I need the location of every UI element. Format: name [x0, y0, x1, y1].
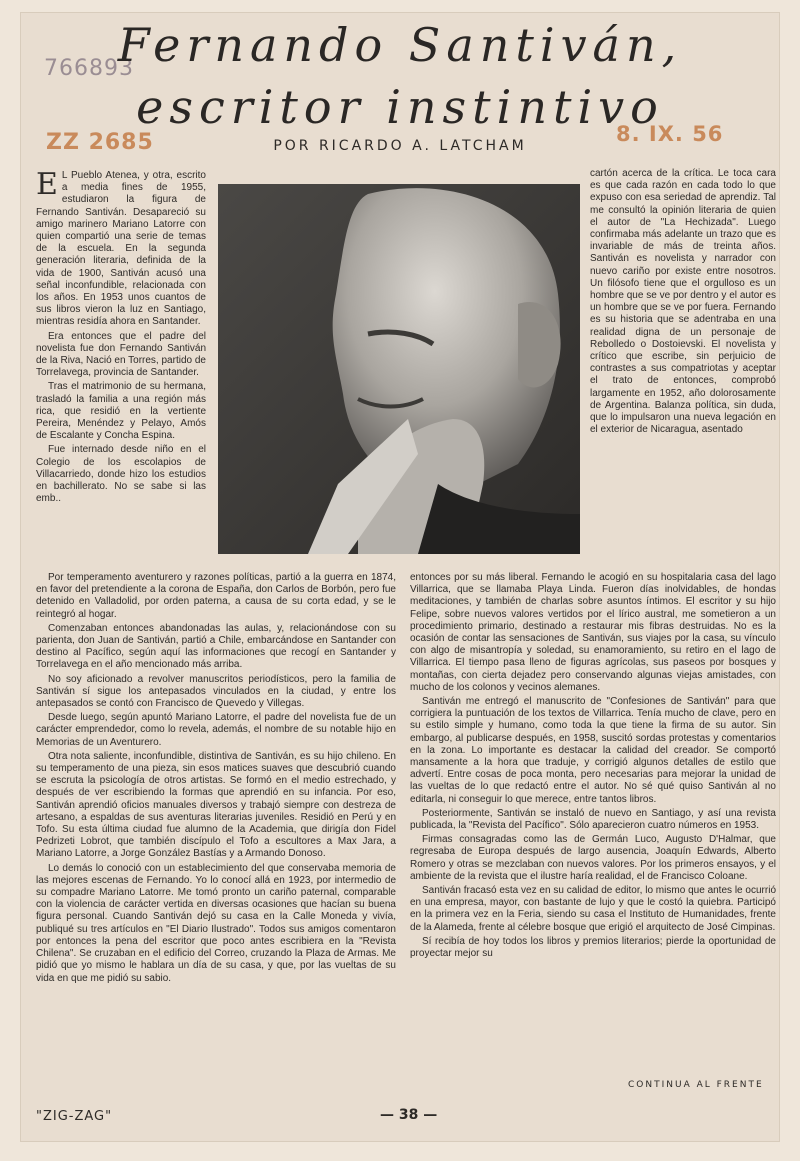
article-title-line-2: escritor instintivo — [136, 80, 664, 134]
right-paragraph: cartón acerca de la crítica. Le toca cara es que cada razón en cada todo lo que expuso con esa seriedad de aprendiz. Tal me consultó la opinión literaria de quien el autor de "La Hechizada". Luego confirmaba más adelante un trazo que es invariable de más de treinta años. Santiván es novelista y narrador con nuevo cariño por existe entre nosotros. Un filósofo tiene que el orgulloso es un hombre que se ve por dentro y el autor es un hombre que se ve por fuera. Fernando es su historia que se adentraba en una realidad digna de un personaje de Rebolledo o Dostoievski. El novelista y crítico que escribe, sin perjuicio de contrastes a sus compatriotas y aceptar el trato de entonces, comprobó largamente en 1952, año dolorosamente de Argentina. Balanza política, sin duda, que lo impulsaron una nueva legación en el exterior de Nicaragua, asentado — [590, 168, 776, 436]
lower-left-paragraph: Desde luego, según apuntó Mariano Latorre, el padre del novelista fue de un carácter emprendedor, como lo revela, además, el nombre de su notable hijo en Memorias de un Aventurero. — [36, 712, 396, 748]
lower-left-paragraph: No soy aficionado a revolver manuscritos periodísticos, pero la familia de Santiván sí sigue los antepasados vinculados en la ciudad, y entre los antepasados se contó con Francisco de Quevedo y Villegas. — [36, 673, 396, 710]
pencil-catalog-number: 766893 — [44, 56, 134, 81]
magazine-name: "ZIG-ZAG" — [36, 1109, 113, 1124]
author-portrait-photo — [218, 184, 580, 554]
lower-left-paragraph: Otra nota saliente, inconfundible, distintiva de Santiván, es su hijo chileno. En su temperamento de una pieza, sin esos matices suaves que descubrió cuando se escruta la psicología de otros artistas. Se formó en el medio estrechado, y después de ver escribiendo la formas que aprendió en su infancia. Por eso, Santiván aprendió oficios manuales diversos y trabajó siempre con destreza de artesano, a espaldas de sus aventuras literarias juveniles. Residió en Perú y en Tofo. Su esta última ciudad fue alumno de la Academia, que dirigía don Fidel Pedrizeti Lobrot, que también discípulo el Tofo a escultores a Max Jara, a Mariano Latorre, a Jorge González Bastías y a Armando Donoso. — [36, 750, 396, 860]
continued-note: CONTINUA AL FRENTE — [628, 1080, 764, 1090]
right-column-text — [590, 168, 776, 560]
lower-left-paragraph: Comenzaban entonces abandonadas las aulas, y, relacionándose con su parienta, don Juan de Santiván, partió a Chile, embarcándose en Santander con destino al Pacífico, según aquí las informaciones que recogí en Santander y Torrelavega en el año mencionado más arriba. — [36, 622, 396, 671]
page-number: — 38 — — [380, 1107, 438, 1123]
left-column-text — [36, 170, 206, 540]
lower-left-paragraph: Por temperamento aventurero y razones políticas, partió a la guerra en 1874, en favor del pretendiente a la corona de España, don Carlos de Borbón, pero fue detenido en Valladolid, por orden paterna, a causa de su corta edad, y se le reintegró al hogar. — [36, 572, 396, 620]
lower-right-paragraph: Sí recibía de hoy todos los libros y premios literarios; pierde la oportunidad de proyectar mejor su — [410, 935, 776, 960]
lower-right-paragraph: Firmas consagradas como las de Germán Luco, Augusto D'Halmar, que regresaba de Europa después de largo ausencia, Joaquín Edwards, Alberto Romero y otras se mezclaban con nuevos valores. Por los primeros ensayos, y el ambiente de la revista que el ilustre haría realidad, el de Francisco Coloane. — [410, 834, 776, 882]
lower-right-paragraph: Posteriormente, Santiván se instaló de nuevo en Santiago, y así una revista publicada, la "Revista del Pacífico". Sólo aparecieron cuatro números en 1953. — [410, 807, 776, 832]
left-paragraph: Era entonces que el padre del novelista fue don Fernando Santiván de la Riva, Nació en Torres, partido de Torrelavega, provincia de Santander. — [36, 330, 206, 379]
ink-date-annotation: 8. IX. 56 — [616, 122, 724, 146]
lower-right-paragraph: Santiván me entregó el manuscrito de "Confesiones de Santiván" para que corrigiera la puntuación de los textos de Villarrica. Tenía mucho de clave, pero en su estilo simple y humano, como toda la que tiene la firma de su autor. Sin embargo, al publicarse después, en 1958, suscitó sordas protestas y comentarios en la zona. Lo importante es destacar la calidad del creador. Se comportó mansamente a la hora que traduje, y corrigió algunos detalles de estilo que advertí. Entre cosas de poca monta, pero necesarias para mejorar la unidad de las vueltas de lo que redactó entre el autor. No sé qué quiso Santiván al no editarla, ni conseguir lo que merece, entre tantos libros. — [410, 696, 776, 805]
lower-left-column-text — [36, 572, 396, 1102]
lower-left-paragraph: Lo demás lo conoció con un establecimiento del que conservaba memoria de las mejores escenas de Fernando. Yo lo conocí allá en 1923, por intermedio de su compadre Mariano Latorre. Me tomó pronto un cariño paternal, comparable con la violencia de carácter vertida en diversas ocasiones que hacían su buena figura personal. Cuando Santiván dejó su casa en la Calle Moneda y vivía, publiqué su tres artículos en "El Diario Ilustrado". Todos sus amigos comentaron por entonces la pena del escritor que poco antes escribiera en la "Revista Chilena". Se cruzaban en el edificio del Correo, cruzando la Plaza de Armas. Me pidió que yo mismo le hablara un día de su casa, y que, por las vueltas de su vida en que me pidió su sabio. — [36, 862, 396, 984]
ink-catalog-code: ZZ 2685 — [46, 130, 154, 155]
lower-right-paragraph: Santiván fracasó esta vez en su calidad de editor, lo mismo que antes le ocurrió en una empresa, mayor, con bastante de lujo y que le costó la quiebra. Participó en la primera vez en la Feria, siendo su casa el Instituto de Humanidades, frente de la Alameda, frente al célebre bosque que erigió el arquitecto de José Cimpinas. — [410, 885, 776, 933]
lower-right-paragraph: entonces por su más liberal. Fernando le acogió en su hospitalaria casa del lago Villarrica, que se llamaba Playa Linda. Fueron días inolvidables, de hondas meditaciones, y también de charlas sobre asuntos íntimos. El escritor y su hijo Felipe, sobre nuevos valores vertidos por el lírico austral, me sometieron a un procedimiento primario, destinado a restaurar mis fibras destruidas. No es la ocasión de contar las sensaciones de Santiván, sus viajes por la casa, su vínculo con algo de misantropía y soledad, su enamoramiento, su retiro en el lago de Villarrica. El tiempo pasa lleno de figuras agrícolas, sus paseos por bosques y montañas, con cierta dejadez pero conservando algunas viejas amistades, con mucho de los colonos y vecinos alemanes. — [410, 572, 776, 693]
article-byline: POR RICARDO A. LATCHAM — [273, 138, 527, 154]
left-paragraph: L Pueblo Atenea, y otra, escrito a media fines de 1955, estudiaron la figura de Fernando Santiván. Desapareció su amigo marinero Mariano Latorre con quien compartió una serie de temas de la escuela. En la segunda generación literaria, definida de la vida de 1900, Santiván acusó una señal inconfundible, relacionada con los años. En 1953 unos cuantos de sus libros vieron la luz en Santiago, mientras residía ahora en Santander. — [36, 170, 206, 328]
lower-right-column-text — [410, 572, 776, 1072]
left-paragraph: Tras el matrimonio de su hermana, trasladó la familia a una región más rica, que residió en la vertiente Pereira, Menéndez y Pelayo, Amós de Escalante y Concha Espina. — [36, 381, 206, 442]
drop-cap-letter: E — [36, 170, 58, 202]
article-title-line-1: Fernando Santiván, — [117, 18, 683, 72]
left-paragraph: Fue internado desde niño en el Colegio de los escolapios de Villacarriedo, donde hizo los estudios en bachillerato. No se sabe si las emb.. — [36, 444, 206, 505]
